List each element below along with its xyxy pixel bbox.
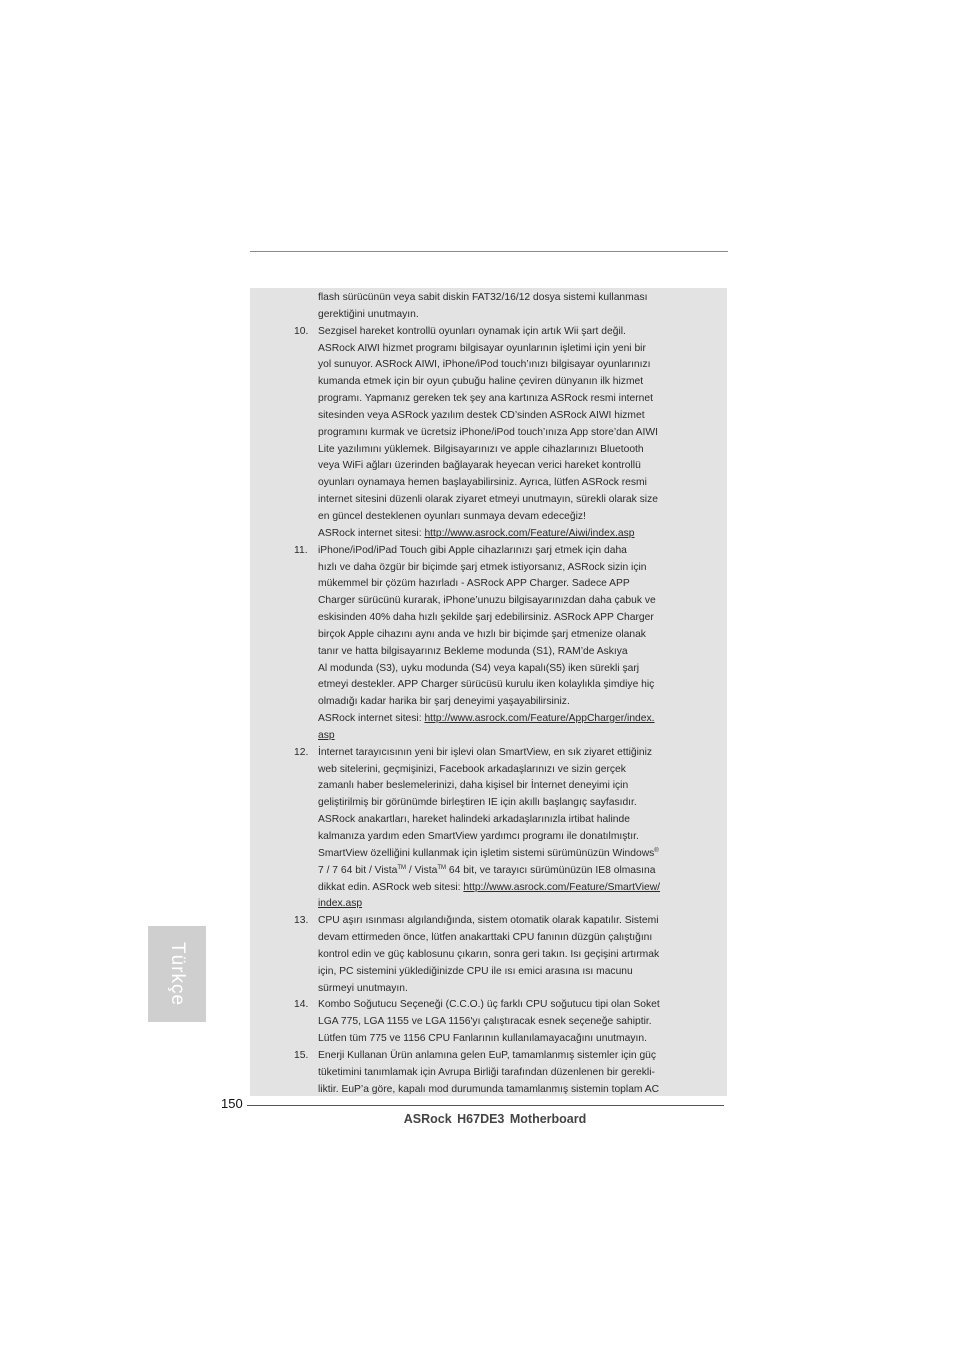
text-line: geliştirilmiş bir görünümde birleştiren IE için akıllı başlangıç sayfasıdır.	[318, 797, 637, 809]
text-line: etmeyi destekler. APP Charger sürücüsü kurulu iken kolaylıkla şimdiye hiç	[318, 679, 655, 691]
item-number: 12.	[294, 746, 309, 758]
list-item	[250, 913, 727, 997]
item-number: 15.	[294, 1049, 309, 1061]
text-line	[318, 846, 690, 863]
text-line: ASRock AIWI hizmet programı bilgisayar oyunlarının işletimi için yeni bir	[318, 342, 646, 354]
trademark-mark: TM	[437, 864, 447, 871]
list-item	[250, 290, 727, 324]
smartview-link-continued[interactable]: index.asp	[318, 898, 363, 910]
bottom-rule	[247, 1105, 724, 1106]
text-line: veya WiFi ağları üzerinden bağlayarak heyecan verici hareket kontrollü	[318, 460, 641, 472]
text-line: kontrol edin ve güç kablosunu çıkarın, sonra geri takın. Isı geçişini artırmak	[318, 948, 660, 960]
smartview-text: SmartView özelliğini kullanmak için işletim sistemi sürümünüzün Windows	[318, 847, 655, 859]
text-line: Lite yazılımını yüklemek. Bilgisayarınızı ve apple cihazlarınızı Bluetooth	[318, 443, 644, 455]
text-line: flash sürücünün veya sabit diskin FAT32/16/12 dosya sistemi kullanması	[318, 292, 648, 303]
item-number: 14.	[294, 999, 309, 1011]
text-line: mükemmel bir çözüm hazırladı - ASRock APP Charger. Sadece APP	[318, 578, 630, 590]
text-line: LGA 775, LGA 1155 ve LGA 1156'yı çalıştıracak esnek seçeneğe sahiptir.	[318, 1016, 652, 1028]
text-line: tanır ve hatta bilgisayarınız Bekleme modunda (S1), RAM’de Askıya	[318, 645, 628, 657]
text-line	[318, 728, 690, 745]
text-line: programını kurmak ve ücretsiz iPhone/iPod touch’ınıza App store’dan AIWI	[318, 426, 658, 438]
link-prefix: ASRock internet sitesi:	[318, 713, 425, 725]
text-line: Charger sürücünü kurarak, iPhone’unuzu bilgisayarınızdan daha çabuk ve	[318, 595, 656, 607]
footer-title: ASRock H67DE3 Motherboard	[403, 1112, 587, 1126]
text-line: Kombo Soğutucu Seçeneği (C.C.O.) üç farklı CPU soğutucu tipi olan Soket	[318, 999, 660, 1011]
text-line: için, PC sistemini yüklediğinizde CPU ile ısı emici arasına ısı macunu	[318, 965, 633, 977]
language-tab	[148, 926, 206, 1022]
appcharger-link-continued[interactable]: asp	[318, 729, 335, 741]
list-item	[250, 1048, 727, 1096]
link-prefix: ASRock internet sitesi:	[318, 527, 425, 539]
text-line: devam ettirmeden önce, lütfen anakarttaki CPU fanının düzgün çalıştığını	[318, 932, 653, 944]
item-number: 11.	[294, 544, 308, 556]
text-line	[318, 526, 690, 543]
text-line: kalmanıza yardım eden SmartView yardımcı programı ile donatılmıştır.	[318, 831, 639, 842]
item-number: 13.	[294, 915, 309, 927]
text-line: tüketimini tanımlamak için Avrupa Birliği tarafından düzenlenen bir gerekli-	[318, 1066, 655, 1078]
list-item	[250, 745, 727, 913]
aiwi-link[interactable]: http://www.asrock.com/Feature/Aiwi/index.asp	[424, 527, 635, 539]
language-tab-label: Türkçe	[167, 941, 188, 1007]
os-text: / Vista	[406, 864, 438, 876]
text-line: yol sunuyor. ASRock AIWI, iPhone/iPod touch’ınızı bilgisayar oyunlarınızı	[318, 359, 651, 371]
os-text: 7 / 7 64 bit / Vista	[318, 864, 398, 876]
text-line: Sezgisel hareket kontrollü oyunları oynamak için artık Wii şart değil.	[318, 325, 626, 337]
text-line: Enerji Kullanan Ürün anlamına gelen EuP, tamamlanmış sistemler için güç	[318, 1049, 657, 1061]
text-line: web sitelerini, geçmişinizi, Facebook arkadaşlarınızı ve sizin gerçek	[318, 763, 626, 775]
os-text: 64 bit, ve tarayıcı sürümünüzün IE8 olmasına	[446, 864, 656, 876]
top-rule	[250, 251, 728, 252]
text-line	[318, 711, 690, 728]
text-line: programı. Yapmanız gereken tek şey ana kartınıza ASRock resmi internet	[318, 393, 654, 405]
text-line: ASRock anakartları, hareket halindeki arkadaşlarınızla irtibat halinde	[318, 814, 630, 826]
text-line: kumanda etmek için bir oyun çubuğu haline çeviren dünyanın ilk hizmet	[318, 376, 644, 388]
appcharger-link[interactable]: http://www.asrock.com/Feature/AppCharger/index.	[424, 713, 655, 725]
text-line: internet sitesini düzenli olarak ziyaret etmeyi unutmayın, sürekli olarak size	[318, 494, 658, 506]
text-line: oyunları oynamaya hemen başlayabilirsiniz. Ayrıca, lütfen ASRock resmi	[318, 477, 647, 489]
text-line: Al modunda (S3), uyku modunda (S4) veya kapalı(S5) iken sürekli şarj	[318, 662, 640, 674]
text-line: liktir. EuP’a göre, kapalı mod durumunda tamamlanmış sistemin toplam AC	[318, 1083, 660, 1095]
notes-list	[250, 290, 727, 1096]
text-line: gerektiğini unutmayın.	[318, 308, 419, 320]
page-number: 150	[221, 1096, 243, 1111]
text-line: eskisinden 40% daha hızlı şekilde şarj edebilirsiniz. ASRock APP Charger	[318, 612, 654, 624]
text-line: en güncel desteklenen oyunları sunmaya devam edeceğiz!	[318, 510, 586, 522]
list-item	[250, 997, 727, 1048]
text-line: olmadığı kadar harika bir şarj deneyimi yaşayabilirsiniz.	[318, 696, 570, 708]
text-line	[318, 896, 690, 913]
text-line: Lütfen tüm 775 ve 1156 CPU Fanlarının kullanılamayacağını unutmayın.	[318, 1033, 647, 1045]
text-line: iPhone/iPod/iPad Touch gibi Apple cihazlarınızı şarj etmek için daha	[318, 544, 627, 556]
text-line: CPU aşırı ısınması algılandığında, sistem otomatik olarak kapatılır. Sistemi	[318, 915, 659, 927]
list-item	[250, 324, 727, 543]
text-line: birçok Apple cihazını aynı anda ve hızlı bir biçimde şarj etmenize olanak	[318, 628, 646, 640]
text-line	[318, 863, 690, 880]
text-line: İnternet tarayıcısının yeni bir işlevi olan SmartView, en sık ziyaret ettiğiniz	[318, 746, 653, 758]
text-line: sitesinden veya ASRock yazılım destek CD’sinden ASRock AIWI hizmet	[318, 409, 645, 421]
item-number: 10.	[294, 325, 309, 337]
trademark-mark: TM	[397, 864, 407, 871]
list-item	[250, 543, 727, 745]
link-prefix: dikkat edin. ASRock web sitesi:	[318, 881, 464, 893]
registered-mark: ®	[654, 847, 659, 854]
text-line: hızlı ve daha özgür bir biçimde şarj etmek istiyorsanız, ASRock sizin için	[318, 561, 647, 573]
content-box	[250, 288, 727, 1096]
smartview-link[interactable]: http://www.asrock.com/Feature/SmartView/	[463, 881, 661, 893]
text-line: sürmeyi unutmayın.	[318, 982, 408, 994]
text-line: zamanlı haber beslemelerinizi, daha kişisel bir İnternet deneyimi için	[318, 780, 629, 792]
text-line	[318, 880, 690, 897]
